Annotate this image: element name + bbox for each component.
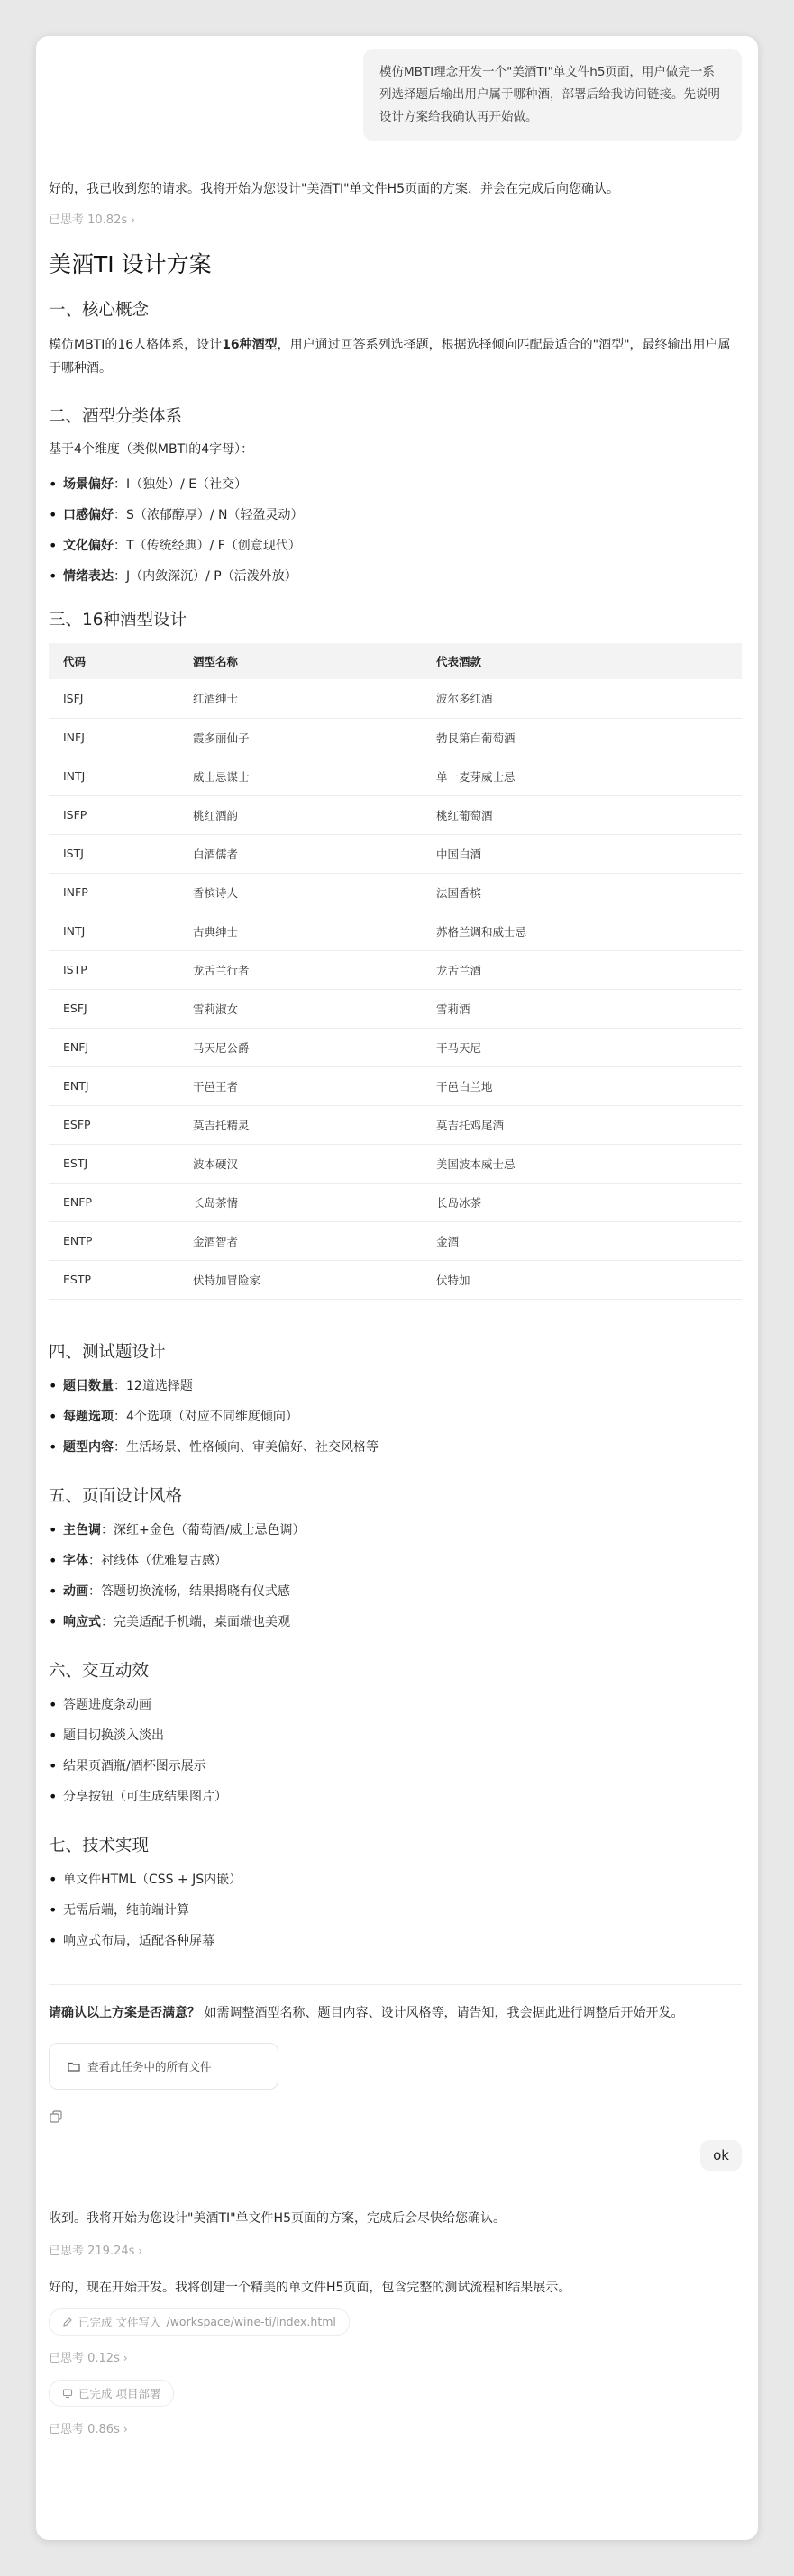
chevron-right-icon: ›	[131, 213, 135, 226]
section-1-text-bold: 16种酒型	[222, 338, 278, 352]
table-cell-wine: 干邑白兰地	[436, 1066, 742, 1105]
list-item: • 场景偏好：I（独处）/ E（社交）	[49, 476, 742, 494]
table-header-wine: 代表酒款	[436, 643, 742, 679]
monitor-icon	[62, 2388, 73, 2399]
table-cell-wine: 伏特加	[436, 1260, 742, 1299]
list-item: • 分享按钮（可生成结果图片）	[49, 1788, 742, 1806]
list-item: • 字体：衬线体（优雅复古感）	[49, 1552, 742, 1570]
table-cell-code: ENFP	[49, 1183, 193, 1221]
table-cell-name: 金酒智者	[193, 1221, 436, 1260]
copy-button[interactable]	[49, 2109, 742, 2124]
section-title-3: 三、16种酒型设计	[49, 611, 187, 630]
thought-toggle-3[interactable]	[49, 2348, 742, 2365]
list-item: • 题型内容：生活场景、性格倾向、审美偏好、社交风格等	[49, 1438, 742, 1456]
section-title-5: 五、页面设计风格	[49, 1486, 183, 1506]
user-message-row-2	[49, 2140, 742, 2171]
table-row	[49, 757, 742, 795]
table-cell-code: ESTP	[49, 1260, 193, 1299]
chevron-right-icon: ›	[138, 2244, 143, 2257]
table-body	[49, 679, 742, 1299]
user-message-row	[49, 49, 742, 141]
table-row	[49, 1144, 742, 1183]
thought-toggle-4[interactable]	[49, 2419, 742, 2436]
list-item: • 动画：答题切换流畅，结果揭晓有仪式感	[49, 1583, 742, 1601]
confirm-rest: 如需调整酒型名称、题目内容、设计风格等，请告知，我会据此进行调整后开始开发。	[204, 2005, 684, 2020]
table-cell-name: 威士忌谋士	[193, 757, 436, 795]
table-cell-code: ISFJ	[49, 679, 193, 718]
table-cell-wine: 龙舌兰酒	[436, 950, 742, 989]
table-cell-code: INTJ	[49, 757, 193, 795]
section-2-lead: 基于4个维度（类似MBTI的4字母）：	[49, 442, 254, 457]
table-cell-name: 香槟诗人	[193, 873, 436, 912]
tool-step-file-write[interactable]	[49, 2308, 350, 2336]
assistant-reply: 好的，我已收到您的请求。我将开始为您设计"美酒TI"单文件H5页面的方案，并会在完成后向您确认。	[49, 182, 619, 196]
table-row	[49, 1028, 742, 1066]
table-cell-wine: 金酒	[436, 1221, 742, 1260]
view-files-label: 查看此任务中的所有文件	[87, 2059, 212, 2073]
assistant-reply-3: 好的，现在开始开发。我将创建一个精美的单文件H5页面，包含完整的测试流程和结果展示。	[49, 2280, 571, 2295]
table-cell-name: 伏特加冒险家	[193, 1260, 436, 1299]
table-cell-code: ENFJ	[49, 1028, 193, 1066]
list-item: • 无需后端，纯前端计算	[49, 1901, 742, 1919]
table-header-code: 代码	[49, 643, 193, 679]
tech-list	[49, 1871, 742, 1950]
style-list	[49, 1521, 742, 1631]
section-title-1: 一、核心概念	[49, 301, 150, 320]
table-header-row	[49, 643, 742, 679]
list-item: • 答题进度条动画	[49, 1696, 742, 1714]
question-design-list	[49, 1377, 742, 1456]
list-item: • 情绪表达：J（内敛深沉）/ P（活泼外放）	[49, 567, 742, 585]
table-cell-wine: 法国香槟	[436, 873, 742, 912]
table-row	[49, 1105, 742, 1144]
table-cell-code: INFJ	[49, 718, 193, 757]
table-row	[49, 1221, 742, 1260]
table-cell-name: 白酒儒者	[193, 834, 436, 873]
table-cell-name: 桃红酒韵	[193, 795, 436, 834]
table-row	[49, 912, 742, 950]
table-row	[49, 795, 742, 834]
table-cell-name: 龙舌兰行者	[193, 950, 436, 989]
section-title-2: 二、酒型分类体系	[49, 407, 183, 426]
tool-step-label: 已完成 项目部署	[78, 2386, 161, 2400]
table-cell-wine: 莫吉托鸡尾酒	[436, 1105, 742, 1144]
list-item: • 文化偏好：T（传统经典）/ F（创意现代）	[49, 537, 742, 555]
table-row	[49, 718, 742, 757]
table-cell-name: 雪莉淑女	[193, 989, 436, 1028]
table-row	[49, 873, 742, 912]
table-cell-code: INTJ	[49, 912, 193, 950]
table-header-name: 酒型名称	[193, 643, 436, 679]
section-1-text	[49, 333, 742, 380]
table-cell-wine: 干马天尼	[436, 1028, 742, 1066]
table-cell-name: 红酒绅士	[193, 679, 436, 718]
tool-step-deploy[interactable]	[49, 2380, 174, 2407]
divider	[49, 1984, 742, 1985]
folder-icon	[68, 2061, 80, 2072]
table-row	[49, 679, 742, 718]
user-message-bubble-2: ok	[700, 2140, 742, 2171]
list-item: • 口感偏好：S（浓郁醇厚）/ N（轻盈灵动）	[49, 506, 742, 524]
table-cell-name: 长岛茶情	[193, 1183, 436, 1221]
table-cell-code: ISFP	[49, 795, 193, 834]
tool-step-label: 已完成 文件写入	[78, 2315, 161, 2329]
section-1-text-a: 模仿MBTI的16人格体系，设计	[49, 338, 223, 352]
table-cell-code: ESTJ	[49, 1144, 193, 1183]
table-cell-wine: 雪莉酒	[436, 989, 742, 1028]
chevron-right-icon: ›	[123, 2351, 128, 2364]
list-item: • 单文件HTML（CSS + JS内嵌）	[49, 1871, 742, 1889]
chat-window	[36, 36, 758, 2540]
table-row	[49, 1260, 742, 1299]
table-row	[49, 1066, 742, 1105]
list-item: • 响应式布局，适配各种屏幕	[49, 1932, 742, 1950]
table-cell-name: 波本硬汉	[193, 1144, 436, 1183]
user-message-bubble: 模仿MBTI理念开发一个"美酒TI"单文件h5页面，用户做完一系列选择题后输出用户属于哪种酒，部署后给我访问链接。先说明设计方案给我确认再开始做。	[363, 49, 742, 141]
section-title-4: 四、测试题设计	[49, 1342, 166, 1362]
table-row	[49, 989, 742, 1028]
table-cell-code: ESFP	[49, 1105, 193, 1144]
table-cell-wine: 单一麦芽威士忌	[436, 757, 742, 795]
wine-type-table	[49, 643, 742, 1300]
table-cell-wine: 中国白酒	[436, 834, 742, 873]
table-cell-code: ENTP	[49, 1221, 193, 1260]
edit-icon	[62, 2317, 73, 2327]
section-title-6: 六、交互动效	[49, 1661, 150, 1681]
dimension-list	[49, 476, 742, 585]
table-cell-code: ESFJ	[49, 989, 193, 1028]
table-cell-name: 古典绅士	[193, 912, 436, 950]
thought-duration: 已思考 0.86s	[49, 2422, 120, 2436]
table-cell-code: ENTJ	[49, 1066, 193, 1105]
interaction-list	[49, 1696, 742, 1806]
thought-duration: 已思考 219.24s	[49, 2244, 135, 2258]
list-item: • 响应式：完美适配手机端，桌面端也美观	[49, 1613, 742, 1631]
table-row	[49, 1183, 742, 1221]
view-files-button[interactable]	[49, 2043, 278, 2090]
section-1-text-c: ，用户通过回答系列选择题，根据选择倾向匹配最适合的"酒型"，最终输出用户属于哪种酒。	[49, 338, 731, 376]
table-cell-wine: 桃红葡萄酒	[436, 795, 742, 834]
list-item: • 每题选项：4个选项（对应不同维度倾向）	[49, 1408, 742, 1426]
table-cell-code: ISTP	[49, 950, 193, 989]
assistant-reply-2: 收到。我将开始为您设计"美酒TI"单文件H5页面的方案，完成后会尽快给您确认。	[49, 2210, 506, 2226]
list-item: • 题目切换淡入淡出	[49, 1727, 742, 1745]
list-item: • 题目数量：12道选择题	[49, 1377, 742, 1395]
list-item: • 主色调：深红+金色（葡萄酒/威士忌色调）	[49, 1521, 742, 1539]
table-cell-code: INFP	[49, 873, 193, 912]
table-cell-wine: 苏格兰调和威士忌	[436, 912, 742, 950]
list-item: • 结果页酒瓶/酒杯图示展示	[49, 1757, 742, 1775]
table-cell-wine: 勃艮第白葡萄酒	[436, 718, 742, 757]
tool-step-path: /workspace/wine-ti/index.html	[166, 2315, 336, 2328]
thought-toggle[interactable]	[49, 210, 742, 227]
plan-title: 美酒TI 设计方案	[49, 251, 212, 277]
copy-icon	[49, 2109, 742, 2124]
thought-duration: 已思考 10.82s	[49, 213, 128, 227]
table-cell-name: 干邑王者	[193, 1066, 436, 1105]
confirm-text	[49, 2001, 742, 2025]
table-cell-name: 霞多丽仙子	[193, 718, 436, 757]
chevron-right-icon: ›	[123, 2422, 128, 2435]
table-cell-wine: 美国波本威士忌	[436, 1144, 742, 1183]
table-row	[49, 834, 742, 873]
table-cell-name: 莫吉托精灵	[193, 1105, 436, 1144]
confirm-question: 请确认以上方案是否满意？	[49, 2005, 200, 2020]
thought-toggle-2[interactable]	[49, 2241, 742, 2258]
section-title-7: 七、技术实现	[49, 1836, 150, 1855]
table-cell-code: ISTJ	[49, 834, 193, 873]
table-row	[49, 950, 742, 989]
thought-duration: 已思考 0.12s	[49, 2351, 120, 2365]
table-cell-wine: 波尔多红酒	[436, 679, 742, 718]
table-cell-name: 马天尼公爵	[193, 1028, 436, 1066]
table-cell-wine: 长岛冰茶	[436, 1183, 742, 1221]
